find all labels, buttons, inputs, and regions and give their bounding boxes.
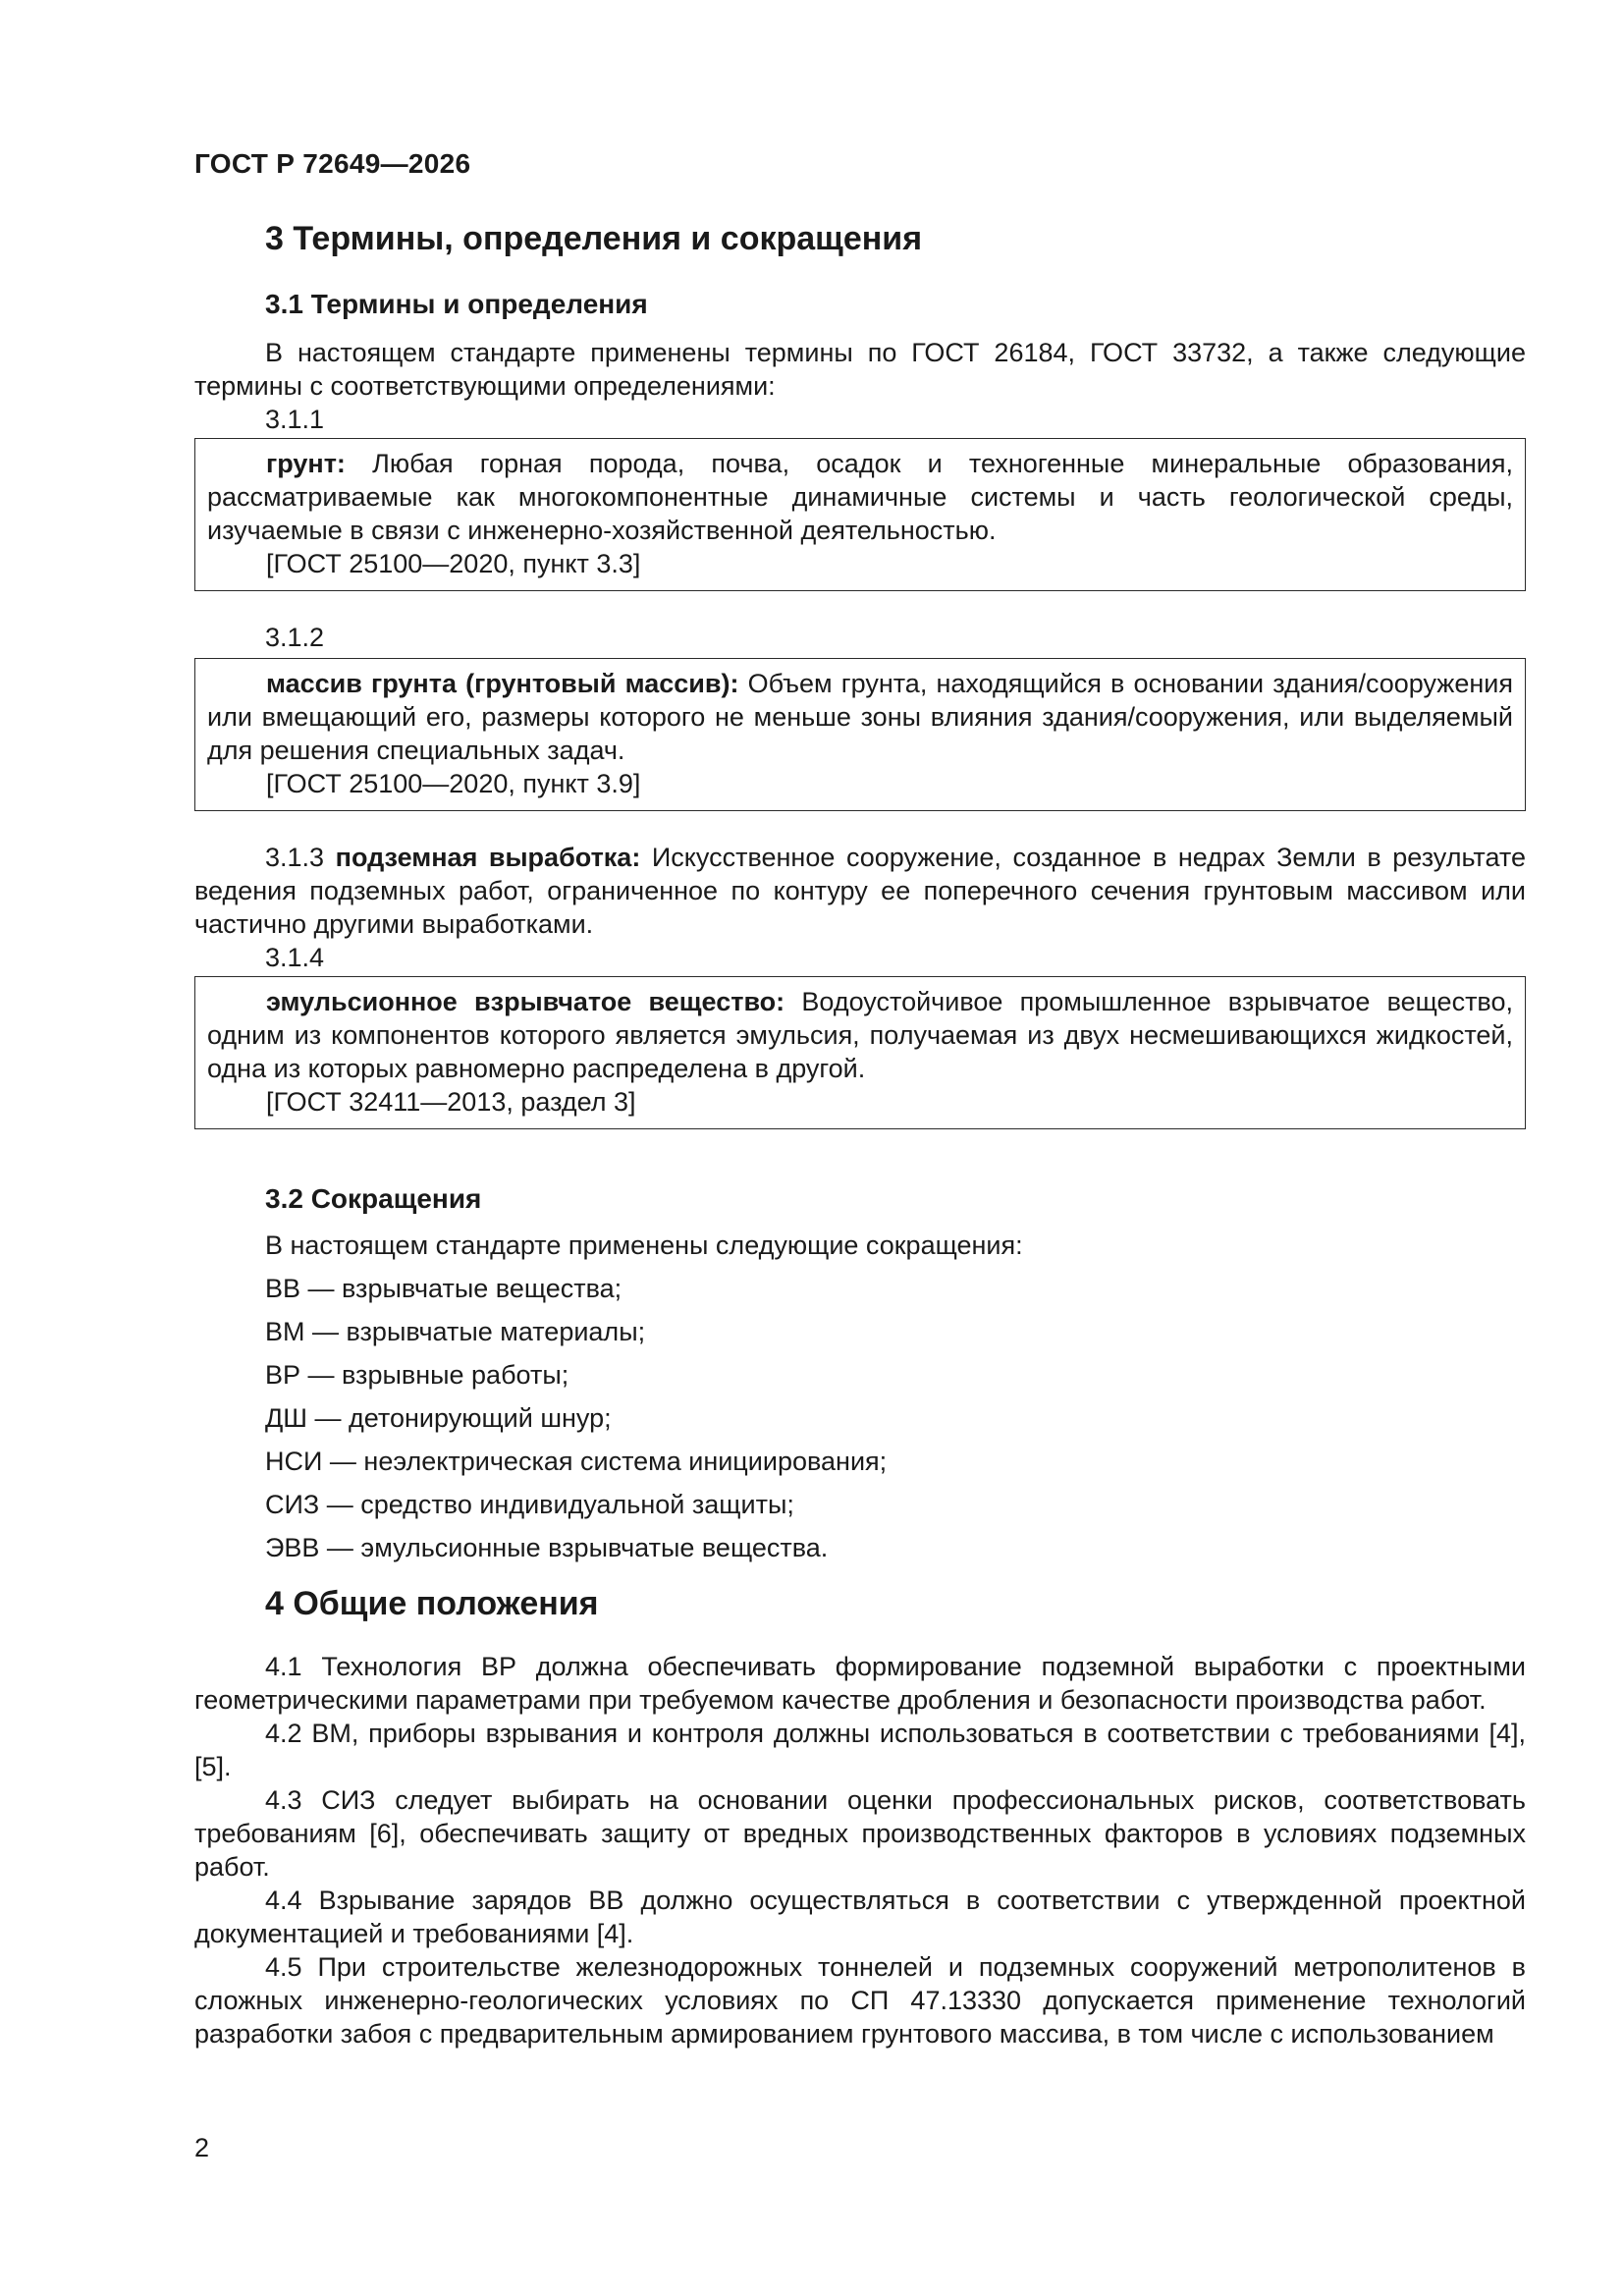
term-text: Водоустойчивое промышленное взрывчатое вещество, одним из компонентов которого является эмульсия, получаемая из двух несмешивающихся жидкостей, одна из которых равномерно распределена в другой. xyxy=(207,987,1513,1083)
subsection-3-1-title: 3.1 Термины и определения xyxy=(265,289,648,319)
term-number: 3.1.1 xyxy=(265,405,325,434)
term-name: подземная выработка: xyxy=(335,843,641,872)
term-inline-underground-working xyxy=(194,841,1526,941)
term-number: 3.1.2 xyxy=(265,623,325,652)
subsection-3-2-title: 3.2 Сокращения xyxy=(265,1183,482,1214)
term-name: грунт: xyxy=(266,449,346,478)
paragraph-4-4: 4.4 Взрывание зарядов ВВ должно осуществляться в соответствии с утвержденной проектной документацией и требованиями [4]. xyxy=(194,1886,1526,1948)
term-name: массив грунта (грунтовый массив): xyxy=(266,669,739,698)
paragraph-4-1: 4.1 Технология ВР должна обеспечивать формирование подземной выработки с проектными геометрическими параметрами при требуемом качестве дробления и безопасности производства работ. xyxy=(194,1652,1526,1715)
term-definition xyxy=(207,447,1513,547)
list-item: ВР — взрывные работы; xyxy=(265,1360,569,1390)
list-item: ВМ — взрывчатые материалы; xyxy=(265,1317,646,1346)
section-4-title: 4 Общие положения xyxy=(265,1585,599,1622)
term-definition xyxy=(207,985,1513,1085)
term-source: [ГОСТ 25100—2020, пункт 3.9] xyxy=(266,769,641,798)
term-definition xyxy=(207,667,1513,767)
term-text: Искусственное сооружение, созданное в недрах Земли в результате ведения подземных работ, ограниченное по контуру ее поперечного сечения грунтовым массивом или частично другими выработками. xyxy=(194,843,1526,939)
term-source: [ГОСТ 25100—2020, пункт 3.3] xyxy=(266,549,641,578)
abbreviations-intro: В настоящем стандарте применены следующие сокращения: xyxy=(265,1230,1023,1260)
term-text: Любая горная порода, почва, осадок и техногенные минеральные образования, рассматриваемые как многокомпонентные динамичные системы и часть геологической среды, изучаемые в связи с инженерно-хозяйственной деятельностью. xyxy=(207,449,1513,545)
paragraph-4-2: 4.2 ВМ, приборы взрывания и контроля должны использоваться в соответствии с требованиями [4], [5]. xyxy=(194,1719,1526,1781)
paragraph-4-3: 4.3 СИЗ следует выбирать на основании оценки профессиональных рисков, соответствовать требованиям [6], обеспечивать защиту от вредных производственных факторов в условиях подземных работ. xyxy=(194,1785,1526,1882)
list-item: ЭВВ — эмульсионные взрывчатые вещества. xyxy=(265,1533,829,1562)
list-item: ВВ — взрывчатые вещества; xyxy=(265,1274,622,1303)
list-item: ДШ — детонирующий шнур; xyxy=(265,1403,612,1433)
term-number: 3.1.4 xyxy=(265,943,325,972)
term-name: эмульсионное взрывчатое вещество: xyxy=(266,987,785,1016)
section-3-title: 3 Термины, определения и сокращения xyxy=(265,220,923,257)
paragraph-4-5: 4.5 При строительстве железнодорожных тоннелей и подземных сооружений метрополитенов в сложных инженерно-геологических условиях по СП 47.13330 допускается применение технологий разработки забоя с предварительным армированием грунтового массива, в том числе с использованием xyxy=(194,1952,1526,2049)
page-number: 2 xyxy=(194,2133,210,2162)
abbreviations-list xyxy=(265,1224,1023,1569)
terms-intro: В настоящем стандарте применены термины по ГОСТ 26184, ГОСТ 33732, а также следующие термины с соответствующими определениями: xyxy=(194,338,1526,401)
document-code: ГОСТ Р 72649—2026 xyxy=(194,148,471,179)
term-box-emulsion-explosive xyxy=(194,976,1526,1129)
term-box-ground-mass xyxy=(194,658,1526,811)
list-item: НСИ — неэлектрическая система инициирования; xyxy=(265,1447,888,1476)
term-box-ground xyxy=(194,438,1526,591)
list-item: СИЗ — средство индивидуальной защиты; xyxy=(265,1490,794,1519)
term-source: [ГОСТ 32411—2013, раздел 3] xyxy=(266,1087,636,1117)
term-number: 3.1.3 xyxy=(265,843,325,872)
term-text: Объем грунта, находящийся в основании здания/сооружения или вмещающий его, размеры которого не меньше зоны влияния здания/сооружения, или выделяемый для решения специальных задач. xyxy=(207,669,1514,765)
